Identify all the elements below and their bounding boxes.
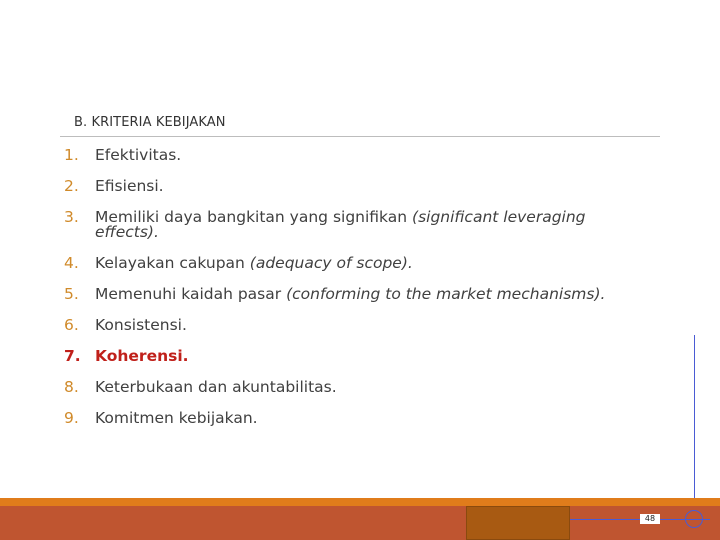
item-text: Kelayakan cakupan (adequacy of scope). (95, 254, 413, 272)
item-number: 8. (64, 378, 79, 396)
item-text: Efisiensi. (95, 177, 164, 195)
list-item (64, 410, 664, 426)
item-number: 4. (64, 254, 79, 272)
footer-band (0, 506, 720, 540)
item-number: 1. (64, 146, 79, 164)
list-item (64, 255, 664, 271)
item-number: 7. (64, 347, 81, 365)
item-text: Keterbukaan dan akuntabilitas. (95, 378, 337, 396)
list-item (64, 178, 664, 194)
page-number: 48 (640, 514, 660, 524)
section-heading: B. KRITERIA KEBIJAKAN (74, 115, 226, 130)
item-number: 3. (64, 208, 79, 226)
item-text: Konsistensi. (95, 316, 187, 334)
item-text: Efektivitas. (95, 146, 182, 164)
item-number: 5. (64, 285, 79, 303)
target-circle-icon (685, 510, 703, 528)
criteria-list (64, 147, 664, 441)
list-item (64, 379, 664, 395)
list-item (64, 147, 664, 163)
item-text: Memiliki daya bangkitan yang signifikan (significant leveraging effects). (95, 208, 586, 241)
item-number: 2. (64, 177, 79, 195)
list-item (64, 286, 664, 302)
item-number: 6. (64, 316, 79, 334)
item-text: Komitmen kebijakan. (95, 409, 258, 427)
item-text: Memenuhi kaidah pasar (conforming to the market mechanisms). (95, 285, 606, 303)
list-item (64, 317, 664, 333)
item-number: 9. (64, 409, 79, 427)
list-item-highlighted (64, 348, 664, 364)
footer-box (466, 506, 570, 540)
list-item (64, 209, 664, 240)
heading-divider (60, 136, 660, 137)
footer-band-orange (0, 498, 720, 506)
item-text: Koherensi. (95, 347, 189, 365)
